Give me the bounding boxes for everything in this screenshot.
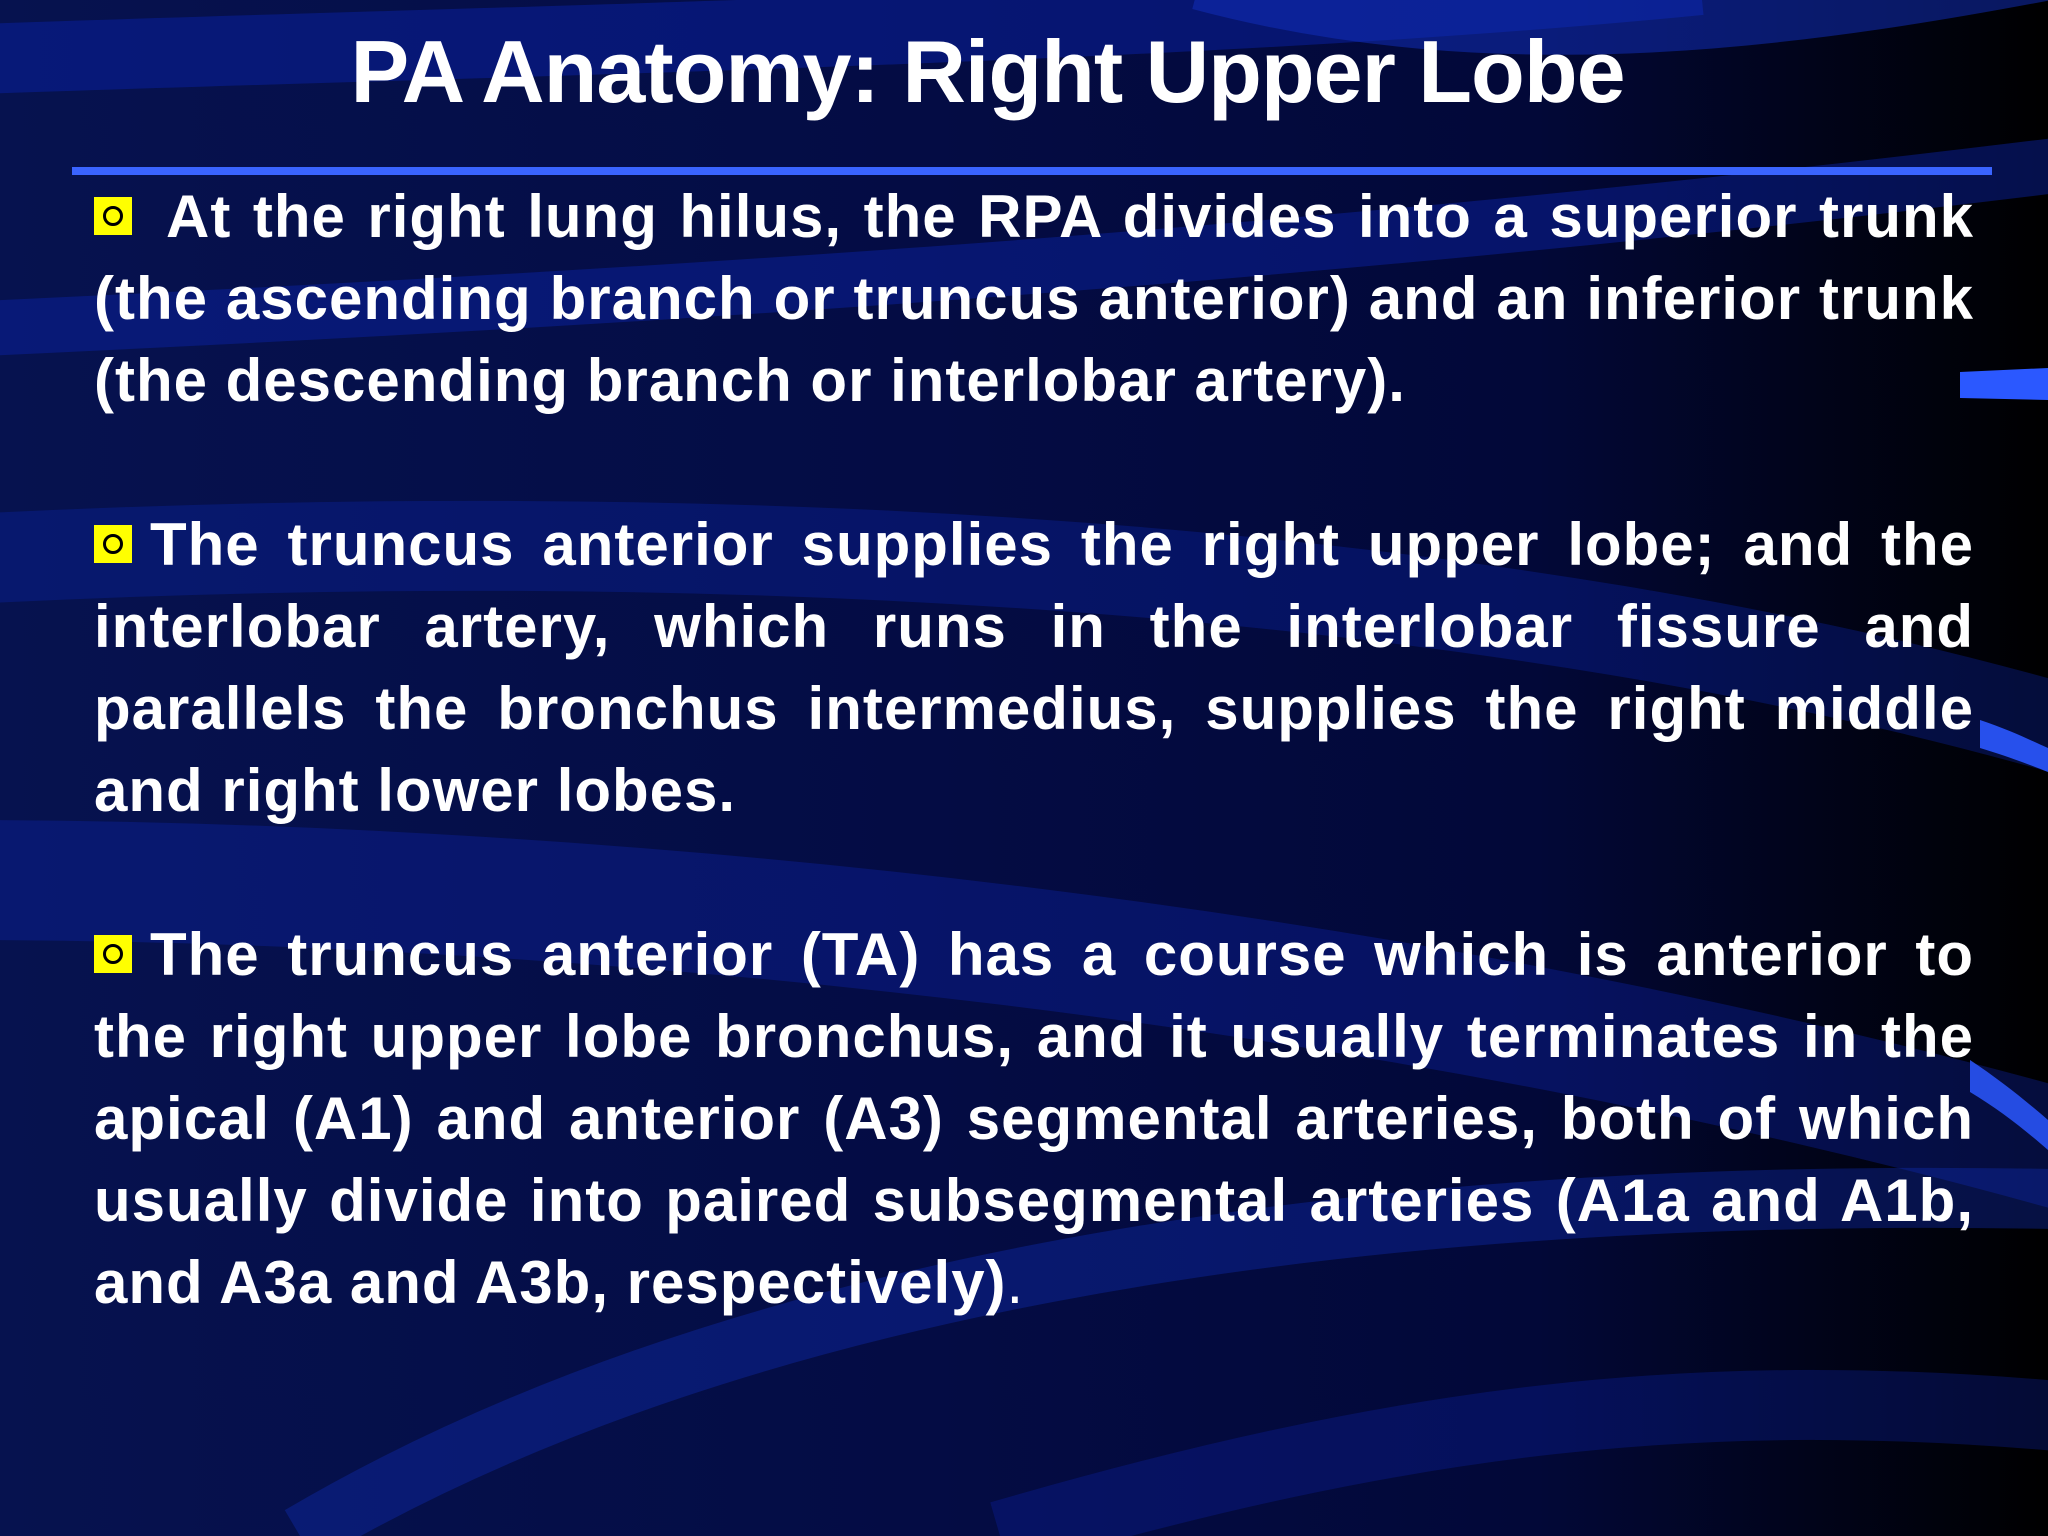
bullet-paragraph — [94, 176, 1974, 422]
bullet-icon — [94, 197, 132, 235]
bullet-paragraph — [94, 914, 1974, 1324]
bullet-text-period: . — [1006, 1249, 1025, 1316]
bullet-icon — [94, 935, 132, 973]
slide-title: PA Anatomy: Right Upper Lobe — [350, 22, 1625, 121]
slide-body — [94, 176, 1974, 1324]
title-underline — [72, 167, 1992, 175]
bullet-text: At the right lung hilus, the RPA divides into a superior trunk (the ascending branch or truncus anterior) and an inferior trunk (the descending branch or interlobar artery). — [94, 183, 1974, 414]
bullet-text: The truncus anterior supplies the right upper lobe; and the interlobar artery, which runs in the interlobar fissure and parallels the bronchus intermedius, supplies the right middle and right lower lobes. — [94, 511, 1974, 824]
bullet-paragraph — [94, 504, 1974, 832]
bullet-icon — [94, 525, 132, 563]
bullet-text: The truncus anterior (TA) has a course which is anterior to the right upper lobe bronchus, and it usually terminates in the apical (A1) and anterior (A3) segmental arteries, both of which usually divide into paired subsegmental arteries (A1a and A1b, and A3a and A3b, respectively) — [94, 921, 1974, 1316]
